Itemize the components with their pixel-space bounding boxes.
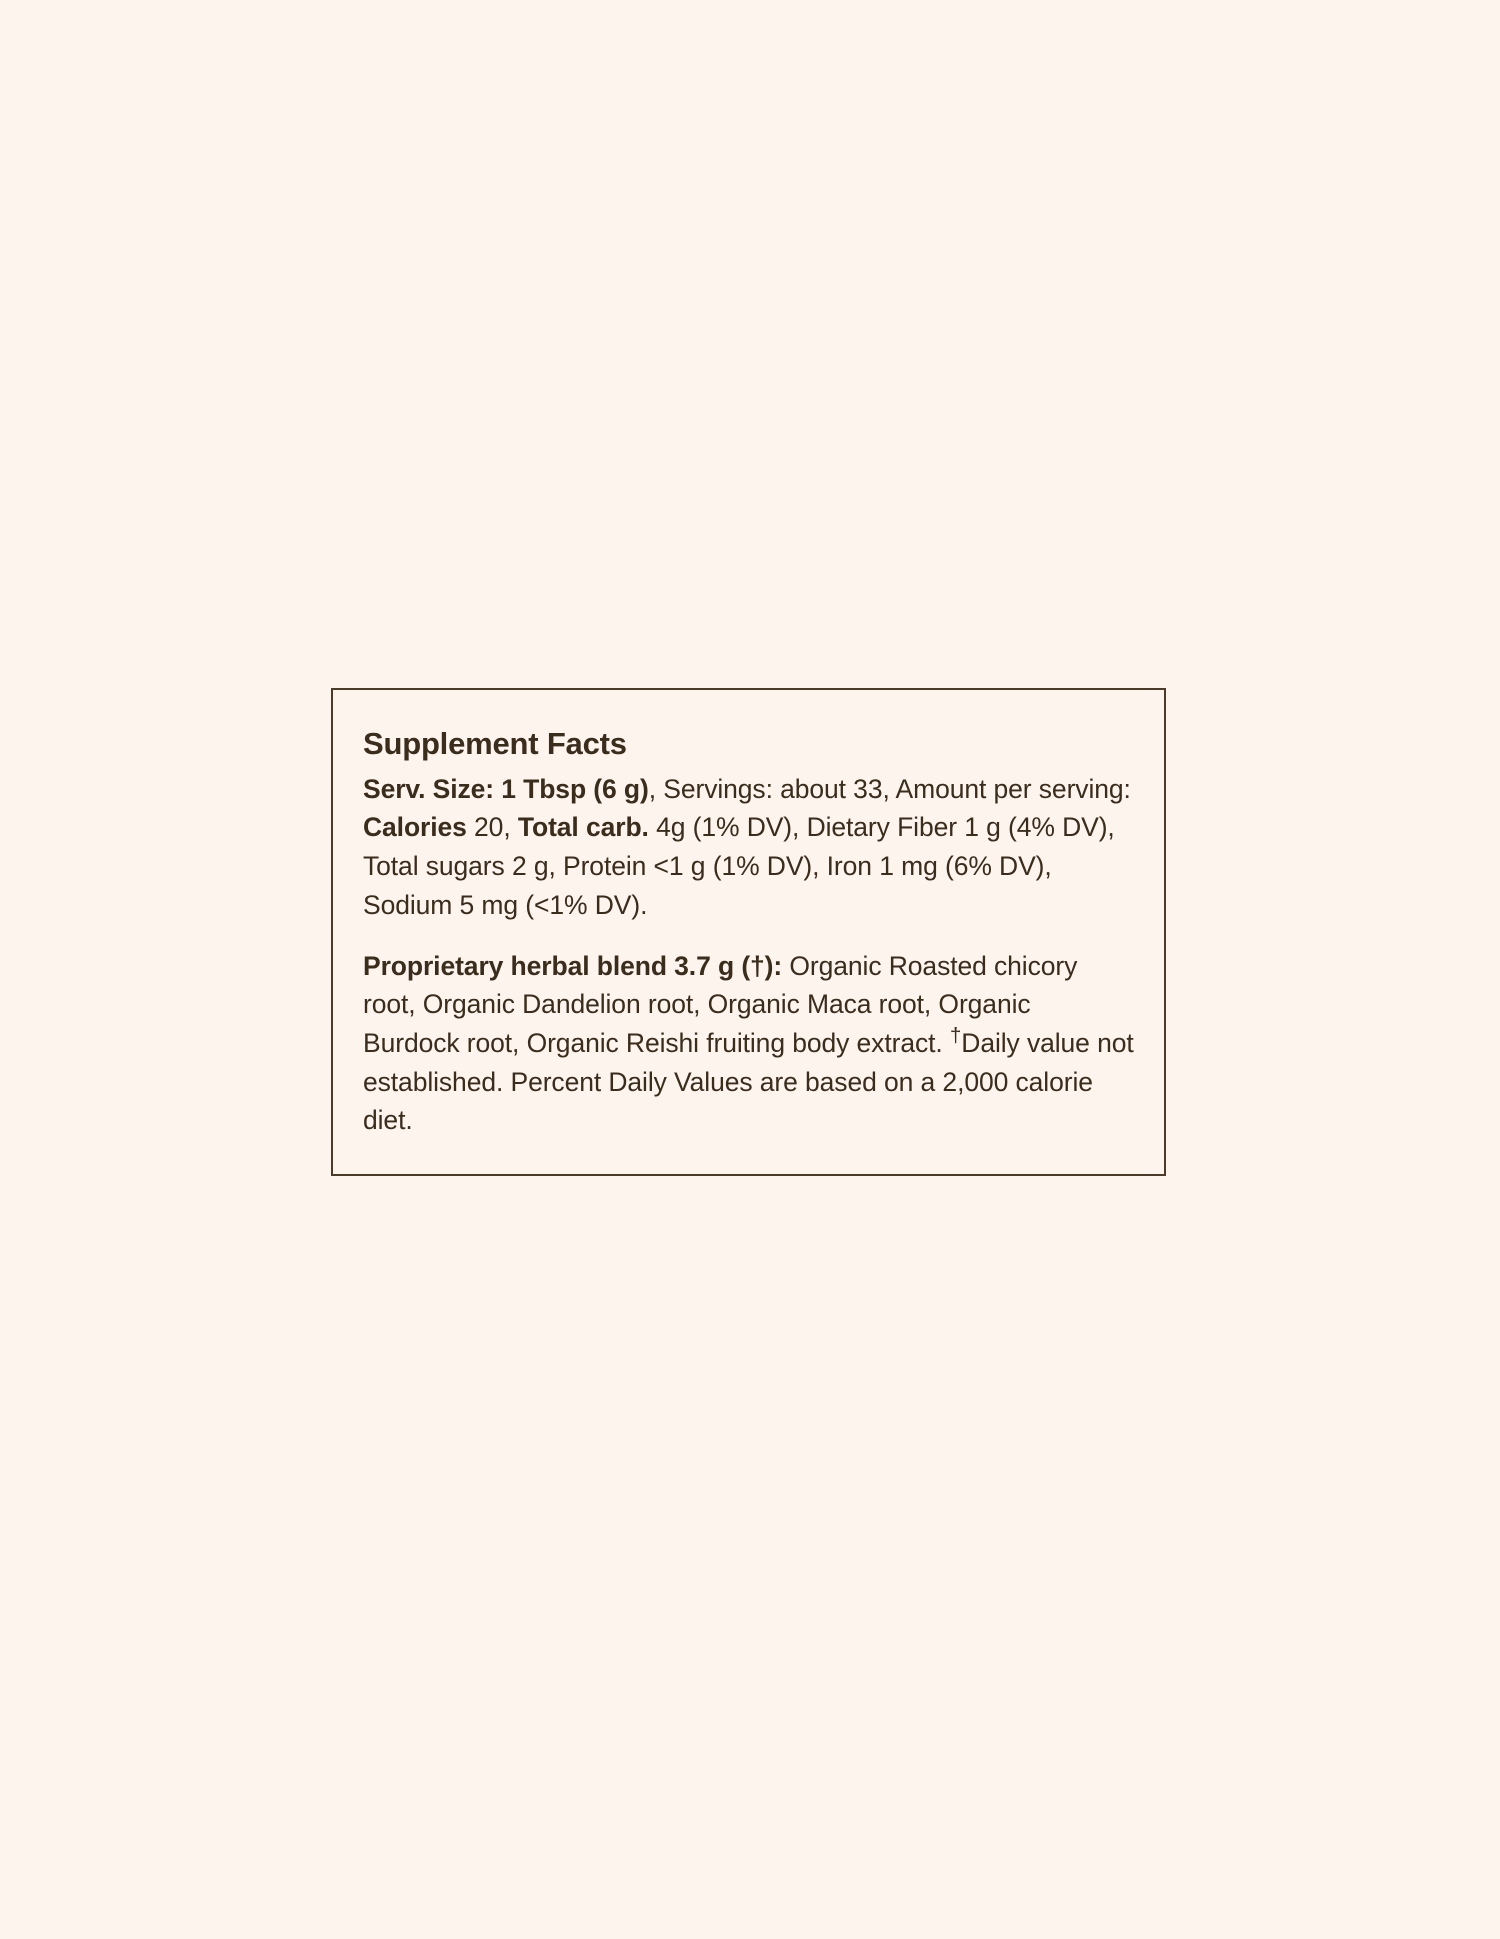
dagger-symbol: †: [949, 1024, 962, 1048]
daily-value-footnote: Daily value not established. Percent Daily Values are based on a 2,000 calorie diet.: [363, 1027, 1134, 1136]
serving-size-label: Serv. Size: 1 Tbsp (6 g): [363, 773, 649, 804]
total-carb-value: 4g (1% DV),: [656, 812, 800, 843]
minerals-line: (1% DV), Iron 1 mg (6% DV), Sodium 5 mg (<1% DV).: [363, 851, 1052, 920]
total-carb-label: Total carb.: [517, 812, 649, 843]
amount-per-serving-label: Amount per serving:: [895, 773, 1131, 804]
proprietary-blend-block: [363, 947, 1134, 1140]
serving-facts-block: [363, 770, 1134, 925]
calories-value: 20,: [474, 812, 511, 843]
proprietary-blend-heading: Proprietary herbal blend 3.7 g (†):: [363, 950, 783, 981]
page-title: Supplement Facts: [363, 726, 627, 761]
dietary-fiber-line: Dietary Fiber 1 g (4% DV), Total sugars 2 g, Protein <1 g: [363, 812, 1115, 882]
servings-count: , Servings: about 33,: [648, 773, 890, 804]
calories-label: Calories: [363, 812, 467, 843]
proprietary-blend-ingredients: Organic Roasted chicory root, Organic Dandelion root, Organic Maca root, Organic Burdock root, Organic Reishi fruiting body extract.: [363, 950, 1078, 1058]
supplement-facts-panel: [331, 688, 1166, 1176]
